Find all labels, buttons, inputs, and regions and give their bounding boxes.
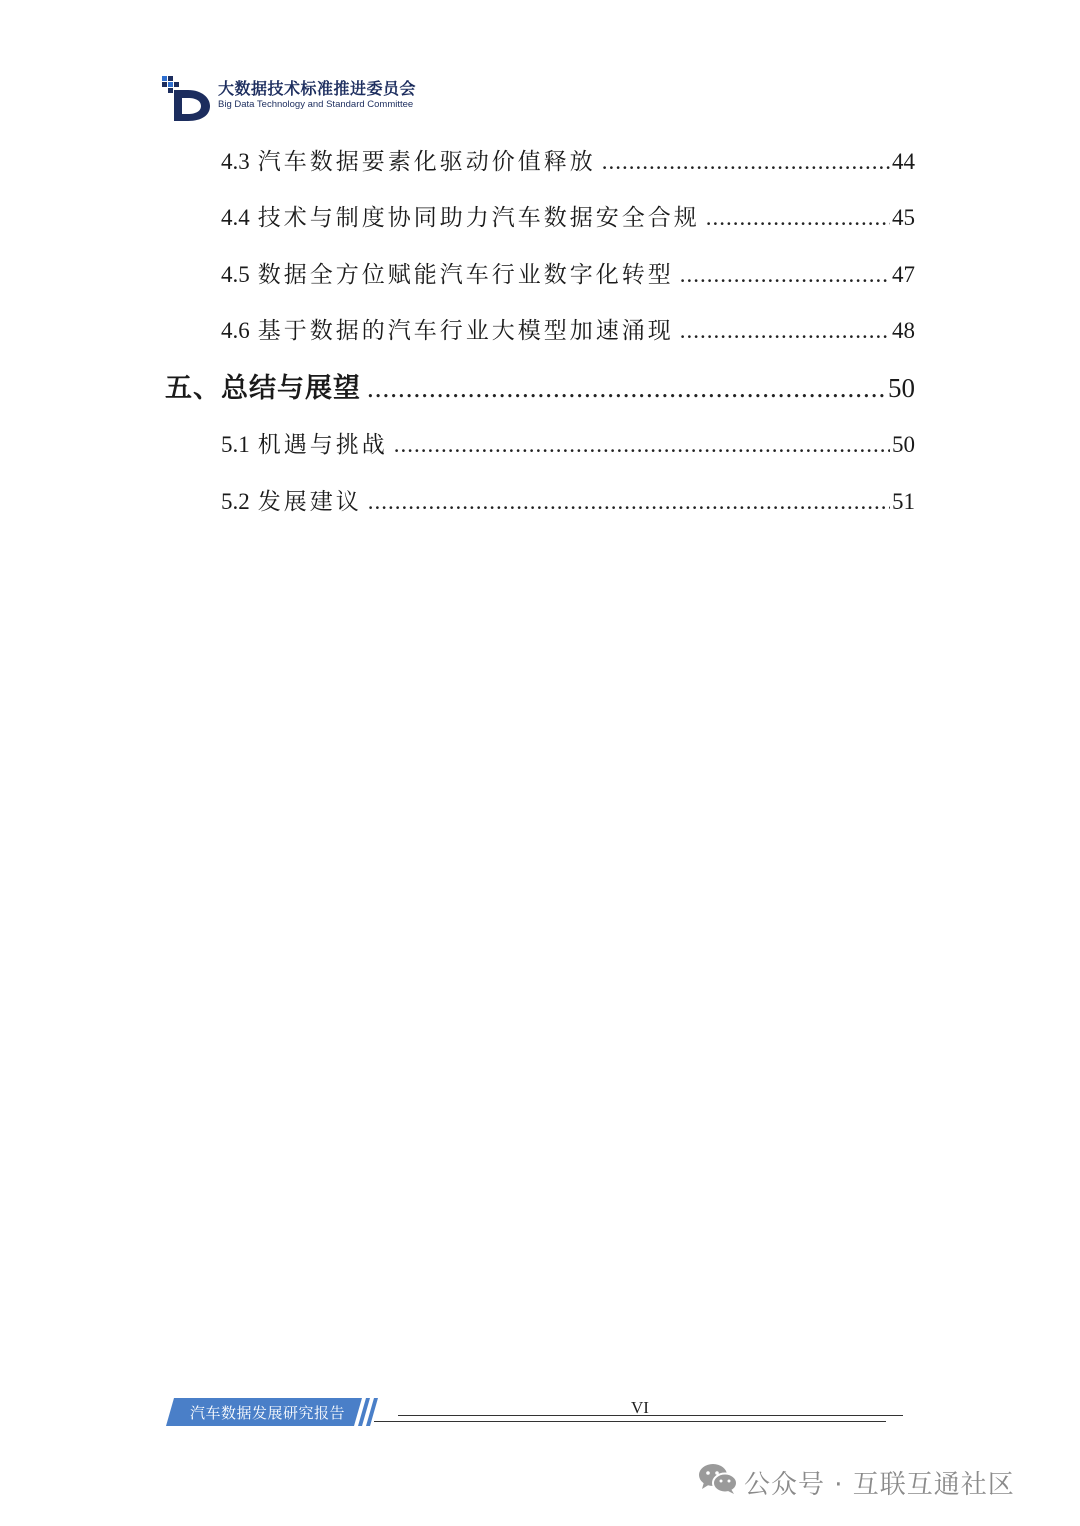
toc-leader-dots <box>602 149 890 175</box>
toc-leader-dots <box>394 432 890 458</box>
footer-report-title: 汽车数据发展研究报告 <box>190 1404 346 1422</box>
D-logo-icon <box>160 74 214 122</box>
toc-leader-dots <box>368 489 890 515</box>
toc-page-number: 44 <box>892 149 915 174</box>
toc-leader-dots <box>706 205 890 231</box>
toc-chapter-title: 五、总结与展望 <box>165 373 361 404</box>
toc-number: 5.2 <box>221 489 250 514</box>
toc-leader-dots <box>680 318 890 344</box>
toc-number: 4.5 <box>221 262 250 287</box>
logo-english-name: Big Data Technology and Standard Committee <box>218 99 414 110</box>
footer-rule <box>374 1421 886 1422</box>
logo-chinese-name: 大数据技术标准推进委员会 <box>218 79 417 98</box>
toc-page-number: 50 <box>888 373 915 403</box>
toc-entry-4-4[interactable] <box>221 199 915 233</box>
toc-page-number: 48 <box>892 318 915 343</box>
watermark-text: 公众号 · 互联互通社区 <box>744 1470 1015 1500</box>
toc-page-number: 45 <box>892 205 915 230</box>
toc-leader-dots <box>680 262 890 288</box>
toc-number: 4.3 <box>221 149 250 174</box>
committee-logo <box>160 72 440 124</box>
wechat-icon <box>698 1462 738 1496</box>
toc-leader-dots <box>367 373 886 404</box>
page-number: VI <box>631 1398 649 1417</box>
toc-page-number: 47 <box>892 262 915 287</box>
toc-number: 5.1 <box>221 432 250 457</box>
toc-title: 数据全方位赋能汽车行业数字化转型 <box>257 262 674 287</box>
toc-number: 4.4 <box>221 205 250 230</box>
toc-title: 发展建议 <box>257 489 362 514</box>
toc-entry-5-2[interactable] <box>221 483 915 517</box>
toc-entry-5-1[interactable] <box>221 426 915 460</box>
toc-title: 基于数据的汽车行业大模型加速涌现 <box>257 318 674 343</box>
toc-page-number: 50 <box>892 432 915 457</box>
toc-entry-chapter-5[interactable] <box>165 366 915 406</box>
toc-entry-4-3[interactable] <box>221 143 915 177</box>
toc-entry-4-6[interactable] <box>221 312 915 346</box>
toc-title: 技术与制度协同助力汽车数据安全合规 <box>257 205 700 230</box>
toc-number: 4.6 <box>221 318 250 343</box>
toc-entry-4-5[interactable] <box>221 256 915 290</box>
toc-title: 机遇与挑战 <box>257 432 388 457</box>
watermark <box>698 1458 1058 1508</box>
toc-title: 汽车数据要素化驱动价值释放 <box>257 149 596 174</box>
toc-page-number: 51 <box>892 489 915 514</box>
